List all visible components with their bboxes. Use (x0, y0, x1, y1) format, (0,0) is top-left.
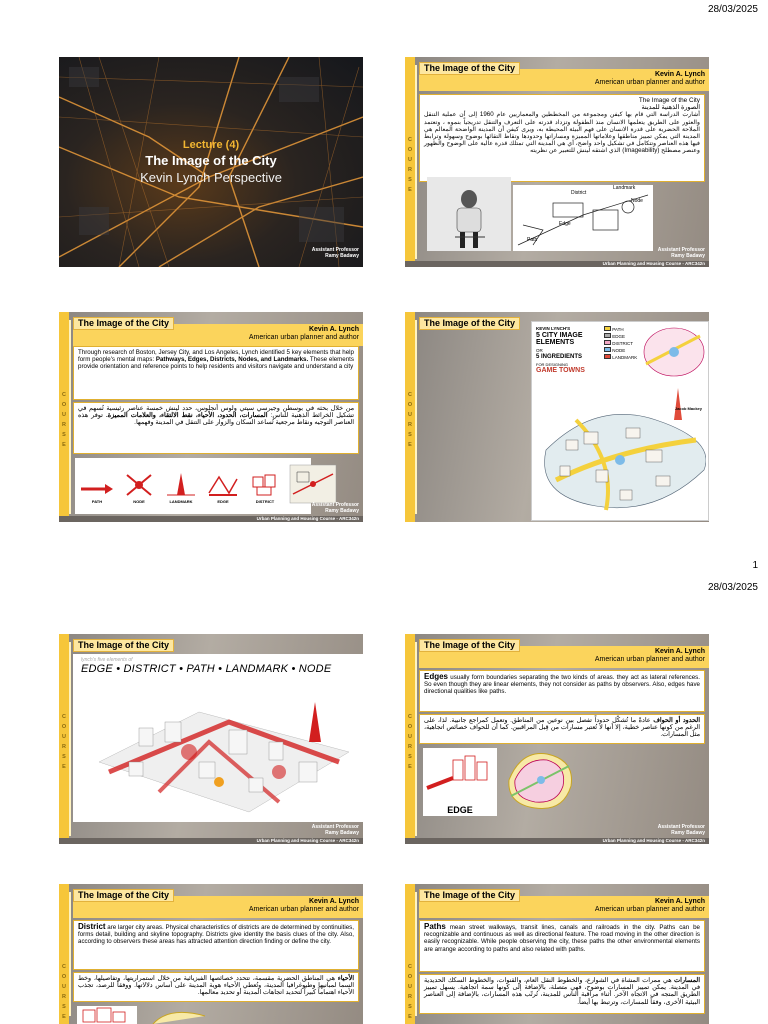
author-role: American urban planner and author (248, 906, 359, 913)
signature (312, 824, 359, 836)
icon-node (121, 469, 157, 504)
footer-bar: Urban Planning and Housing Course - ARC342n (59, 516, 363, 522)
edge-icon-label: EDGE (447, 805, 473, 815)
slide-edges[interactable] (405, 634, 709, 844)
sig-line-2: Ramy Badawy (325, 253, 359, 259)
element-icons (79, 464, 337, 504)
edge-icon (423, 748, 497, 800)
author-name: Kevin A. Lynch (308, 326, 359, 333)
icon-landmark-label: LANDMARK (169, 499, 193, 504)
sig-line-2: Ramy Badawy (671, 830, 705, 836)
sig-line-1: Assistant Professor (311, 502, 359, 508)
rail-label: C O U R S E (61, 964, 67, 1020)
legend-path (604, 326, 637, 333)
slide-five-elements[interactable] (59, 312, 363, 522)
slide-title: The Image of the City (73, 317, 174, 330)
rail-label: C O U R S E (407, 964, 413, 1020)
lynch-portrait (427, 177, 511, 251)
isometric-city-model (79, 682, 359, 820)
en-textbox (73, 920, 359, 970)
footer-bar: Urban Planning and Housing Course - ARC342n (405, 261, 709, 267)
author-role: American urban planner and author (248, 334, 359, 341)
author-role: American urban planner and author (594, 906, 705, 913)
cover-title: The Image of the City (145, 153, 277, 168)
en-text-b: These elements provide orientation and reference points to help residents and visitors navigate and understand a city (78, 356, 354, 371)
overview-caption: lynch's five elements of (81, 657, 133, 663)
sig-line-2: Ramy Badawy (671, 253, 705, 259)
ar-text-a: من خلال بحثه في بوسطن وجيرسي سيتي ولوس أنجلوس، حدد لينش خمسة عناصر رئيسية تُسهم في تشكيل الخرائط الذهنية للناس: (78, 405, 354, 420)
signature (312, 502, 359, 514)
icon-landmark (163, 469, 199, 504)
slide-title: The Image of the City (419, 62, 520, 75)
cover-lecture-number: Lecture (4) (182, 139, 240, 151)
rail-label: C O U R S E (407, 137, 413, 193)
icon-district-label: DISTRICT (255, 499, 275, 504)
sig-line-2: Ramy Badawy (325, 830, 359, 836)
en-definition: are larger city areas. Physical characteristics of districts are de determined by continuities, forms detail, building and skyline topography. Districts give identity the basis clues of the city. Also, according to observers these areas has attracted attention direction finding or define the city. (78, 924, 354, 946)
legend-node-label: NODE (612, 348, 626, 353)
slide-image-of-city-intro[interactable] (405, 57, 709, 267)
lynch-game-towns-poster (531, 321, 709, 521)
en-definition: mean street walkways, transit lines, canals and railroads in the city. Paths can be recognizable and continuous as well as directional feature. The road moving in the other direction is easily recognizable. While people observing the city, these paths the other environmental elements are arrange according to paths and also related with paths. (424, 924, 700, 953)
icon-edge (205, 469, 241, 504)
ar-term: الأحياء (337, 975, 354, 982)
en-textbox (73, 346, 359, 400)
rail-line (69, 320, 71, 514)
slide-title: The Image of the City (419, 317, 520, 330)
cover-subtitle: Kevin Lynch Perspective (140, 170, 282, 185)
legend-edge (604, 333, 637, 340)
author-credit (595, 898, 705, 914)
legend-district (604, 340, 637, 347)
sketch-label-node: Node (631, 198, 643, 204)
legend-path-label: PATH (612, 327, 624, 332)
poster-line-2: 5 CITY IMAGE ELEMENTS (536, 332, 583, 346)
en-textbox (419, 920, 705, 972)
poster-line-5: GAME TOWNS (536, 367, 585, 374)
author-credit (249, 898, 359, 914)
slide-title: The Image of the City (73, 639, 174, 652)
en-term: Paths (424, 922, 446, 931)
slide-game-towns-poster[interactable] (405, 312, 709, 522)
rail-line (415, 65, 417, 259)
sig-line-1: Assistant Professor (311, 824, 359, 830)
ar-textbox (73, 972, 359, 1002)
rail-line (69, 642, 71, 836)
sig-line-1: Assistant Professor (657, 824, 705, 830)
rail-label: C O U R S E (61, 714, 67, 770)
ar-textbox (73, 402, 359, 454)
poster-legend (604, 326, 637, 361)
page-number: 1 (752, 560, 758, 571)
signature (658, 824, 705, 836)
district-map (149, 1006, 209, 1024)
en-textbox (419, 670, 705, 712)
author-name: Kevin A. Lynch (654, 898, 705, 905)
rail-label: C O U R S E (61, 392, 67, 448)
rail-label: C O U R S E (407, 714, 413, 770)
signature (312, 247, 359, 259)
isometric-town (536, 380, 706, 518)
author-name: Kevin A. Lynch (308, 898, 359, 905)
icon-map-composite (289, 464, 337, 504)
icon-node-label: NODE (133, 499, 145, 504)
rail-line (415, 320, 417, 514)
ar-definition: هي المناطق الحضرية مقسمة، تتحدد خصائصها الفيزيائية من خلال استمراريتها، وتفاصيلها، وخط السما لمبانيها وطبوغرافيا المدينة، وتُعطي الأحياء هوية المدينة على أساس دلالاتها. ووفقاً للرصد، تجذب الأحياء اهتماماً كبيراً لتحديد اتجاهات المدينة أو تحديد معالمها. (78, 975, 354, 997)
author-role: American urban planner and author (594, 79, 705, 86)
poster-line-3: 5 INGREDIENTS (536, 354, 583, 360)
slide-district[interactable] (59, 884, 363, 1024)
author-credit (595, 648, 705, 664)
sig-line-1: Assistant Professor (657, 247, 705, 253)
ar-textbox (419, 714, 705, 744)
ar-term: الحدود أو الحواف (653, 717, 700, 724)
legend-edge-label: EDGE (612, 334, 626, 339)
overview-elements-line: EDGE • DISTRICT • PATH • LANDMARK • NODE (81, 663, 332, 675)
en-text-bold: Pathways, Edges, Districts, Nodes, and Landmarks. (155, 356, 309, 364)
en-text-a: Through research of Boston, Jersey City, and Los Angeles, Lynch identified 5 key elements that help form people's mental maps: (78, 349, 354, 364)
en-definition: usually form boundaries separating the two kinds of areas. they act as lateral references. So even though they are linear elements, they not consider as paths by observers. Also, edges have directional qualities like paths. (424, 674, 700, 696)
icon-path-label: PATH (91, 499, 103, 504)
slide-cover[interactable] (59, 57, 363, 267)
ar-definition: هي ممرات المشاة في الشوارع، والخطوط النقل العام، والقنوات، والخطوط السكك الحديدية في المدينة. يمكن تمييز المسارات بوضوح، فهي متصلة، بالإضافة إلى كونها سمة اتجاهية. يسهل تمييز الطريق المتجه في الاتجاه الآخر. أثناء مراقبة الناس للمدينة، تُرتّب هذه المسارات، بالإضافة إلى العناصر البيئية الأخرى، وفقاً للمسارات، وترتبط بها أيضاً. (424, 977, 700, 1006)
slide-elements-overview[interactable] (59, 634, 363, 844)
ar-textbox (419, 974, 705, 1014)
icon-district (247, 469, 283, 504)
sketch-label-district: District (571, 190, 587, 196)
page-date-top: 28/03/2025 (707, 4, 758, 15)
page-date-bottom: 28/03/2025 (707, 582, 758, 593)
ar-text-b: توفر هذه العناصر التوجيه ونقاط مرجعية تُساعد السكان والزوار على التنقل في المدينة وفهمها. (78, 412, 354, 427)
poster-line-1: KEVIN LYNCH'S (536, 326, 571, 331)
rail-line (69, 892, 71, 1016)
author-credit (595, 71, 705, 87)
signature (658, 247, 705, 259)
sketch-label-edge: Edge (559, 221, 571, 227)
legend-node (604, 347, 637, 354)
district-icon-panel (77, 1006, 137, 1024)
en-heading: The Image of the City (638, 97, 700, 104)
footer-bar: Urban Planning and Housing Course - ARC342n (59, 838, 363, 844)
rail-label: C O U R S E (407, 392, 413, 448)
legend-district-label: DISTRICT (612, 341, 634, 346)
slide-title: The Image of the City (419, 639, 520, 652)
footer-bar: Urban Planning and Housing Course - ARC342n (405, 838, 709, 844)
poster-line-4: FOR DESIGNING (536, 362, 569, 367)
icon-edge-label: EDGE (217, 499, 229, 504)
edge-map (501, 746, 579, 814)
rail-line (415, 642, 417, 836)
intro-textbox (419, 94, 705, 182)
elements-icon-strip (75, 458, 311, 514)
poster-brand: Jacob Mackey (674, 406, 702, 411)
ar-text-bold: المسارات، الحدود، الأحياء، نقط الالتقاء، والعلامات المميزة. (105, 412, 268, 420)
district-map-sketch (640, 324, 708, 380)
author-role: American urban planner and author (594, 656, 705, 663)
slide-title: The Image of the City (73, 889, 174, 902)
elements-overview-panel (73, 654, 363, 822)
sig-line-2: Ramy Badawy (325, 508, 359, 514)
ar-definition: عادةً ما تُشكّل حدوداً تفصل بين نوعين من المناطق. وتعمل كمراجع جانبية. لذا، على الرغم من كونها عناصر خطية، إلا أنها لا تُعتبر مسارات من قِبل المراقبين. كما أن للحواف خصائص اتجاهية، مثل المسارات. (424, 717, 700, 739)
sketch-label-path: Path (527, 237, 538, 243)
sketch-label-landmark: Landmark (613, 185, 636, 191)
legend-landmark (604, 354, 637, 361)
poster-or: OR (536, 348, 543, 353)
en-term: District (78, 922, 106, 931)
edge-icon-panel (423, 748, 497, 816)
slide-paths[interactable] (405, 884, 709, 1024)
author-credit (249, 326, 359, 342)
author-name: Kevin A. Lynch (654, 71, 705, 78)
slide-title: The Image of the City (419, 889, 520, 902)
ar-heading: الصورة الذهنية للمدينة (641, 104, 700, 112)
en-term: Edges (424, 672, 449, 681)
ar-paragraph: أشارت الدراسة التي قام بها كيفن ومجموعة من المخططين والمعماريين عام 1960 إلى أن عملية التنقل والعثور على الطريق يتعلمها الانسان منذ الطفولة وتزداد قدرته على التعرف والتنقل تدريجياً بنموه ، وتعتمد الملاحة الحضرية على قدرة الانسان على فهم البيئة المحيطة به، ويرى كيفن أن المدينة الواضحة المعالم هي المدينة التي يمكن تمييز مناطقها وعلاماتها المميزة ومساراتها وحدودها وتقاط التقائها بوضوح وسهولة وترابط فيها هذه العناصر وتتكامل في تشكيل واحد واضح، أي هي المدينة التي تمتلك قدرة عالية على الوضوح والظهور وعنصر مصطلح (Imageability) الذي اشتقه لينش للتعبير عن نظريته (424, 111, 700, 155)
legend-landmark-label: LANDMARK (612, 355, 638, 360)
icon-path (79, 469, 115, 504)
author-name: Kevin A. Lynch (654, 648, 705, 655)
ar-term: المسارات (674, 977, 700, 984)
sig-line-1: Assistant Professor (311, 247, 359, 253)
rail-line (415, 892, 417, 1016)
elements-sketch (513, 185, 653, 251)
